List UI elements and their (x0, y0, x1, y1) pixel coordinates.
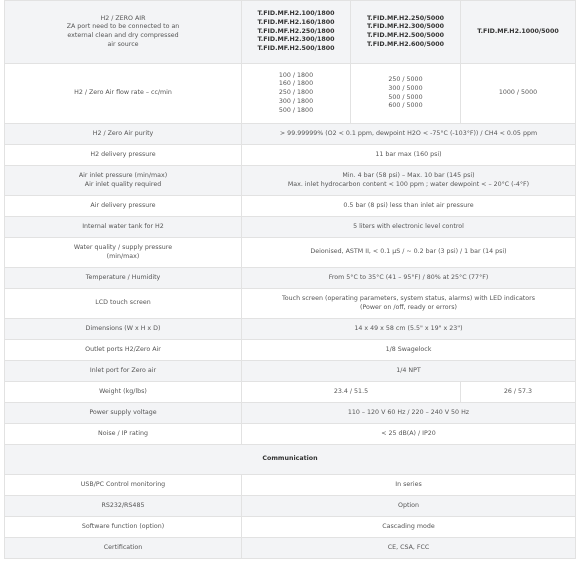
row-label: Software function (option) (5, 517, 242, 538)
row-label: H2 / Zero Air flow rate – cc/min (5, 64, 242, 124)
table-row (5, 268, 576, 289)
row-value: In series (242, 475, 576, 496)
table-row (5, 382, 576, 403)
flow-column-1: 100 / 1800 160 / 1800 250 / 1800 300 / 1800 500 / 1800 (242, 64, 351, 124)
row-label: Outlet ports H2/Zero Air (5, 340, 242, 361)
row-label: H2 / Zero Air purity (5, 124, 242, 145)
table-row (5, 424, 576, 445)
row-label: Power supply voltage (5, 403, 242, 424)
table-row (5, 538, 576, 559)
row-value: Deionised, ASTM II, < 0.1 µS / ~ 0.2 bar (3 psi) / 1 bar (14 psi) (242, 238, 576, 268)
row-label: Weight (kg/lbs) (5, 382, 242, 403)
table-row (5, 1, 576, 64)
row-value: 5 liters with electronic level control (242, 217, 576, 238)
row-value: CE, CSA, FCC (242, 538, 576, 559)
row-value: 11 bar max (160 psi) (242, 145, 576, 166)
row-value: Min. 4 bar (58 psi) – Max. 10 bar (145 psi) Max. inlet hydrocarbon content < 100 ppm ; water dewpoint < – 20°C (-4°F) (242, 166, 576, 196)
row-label: RS232/RS485 (5, 496, 242, 517)
row-label: Noise / IP rating (5, 424, 242, 445)
model-column-2: T.FID.MF.H2.250/5000 T.FID.MF.H2.300/5000 T.FID.MF.H2.500/5000 T.FID.MF.H2.600/5000 (351, 1, 461, 64)
table-row (5, 64, 576, 124)
row-value: 1/4 NPT (242, 361, 576, 382)
table-row (5, 340, 576, 361)
row-label: Certification (5, 538, 242, 559)
row-value: Cascading mode (242, 517, 576, 538)
table-row (5, 361, 576, 382)
header-label-cell: H2 / ZERO AIR ZA port need to be connected to an external clean and dry compressed air source (5, 1, 242, 64)
table-row (5, 238, 576, 268)
row-label: Dimensions (W x H x D) (5, 319, 242, 340)
weight-value-2: 26 / 57.3 (461, 382, 576, 403)
table-row (5, 289, 576, 319)
row-value: Touch screen (operating parameters, system status, alarms) with LED indicators (Power on /off, ready or errors) (242, 289, 576, 319)
model-column-1: T.FID.MF.H2.100/1800 T.FID.MF.H2.160/1800 T.FID.MF.H2.250/1800 T.FID.MF.H2.300/1800 T.FID.MF.H2.500/1800 (242, 1, 351, 64)
row-value: 14 x 49 x 58 cm (5.5" x 19" x 23") (242, 319, 576, 340)
row-label: Temperature / Humidity (5, 268, 242, 289)
row-value: 0.5 bar (8 psi) less than inlet air pressure (242, 196, 576, 217)
row-label: Inlet port for Zero air (5, 361, 242, 382)
table-row (5, 166, 576, 196)
row-label: LCD touch screen (5, 289, 242, 319)
table-row (5, 445, 576, 475)
row-value: > 99.99999% (O2 < 0.1 ppm, dewpoint H2O < -75°C (-103°F)) / CH4 < 0.05 ppm (242, 124, 576, 145)
row-label: Air inlet pressure (min/max) Air inlet quality required (5, 166, 242, 196)
row-value: Option (242, 496, 576, 517)
table-row (5, 196, 576, 217)
row-value: < 25 dB(A) / IP20 (242, 424, 576, 445)
table-row (5, 217, 576, 238)
flow-column-2: 250 / 5000 300 / 5000 500 / 5000 600 / 5000 (351, 64, 461, 124)
table-row (5, 496, 576, 517)
table-row (5, 475, 576, 496)
row-label: Water quality / supply pressure (min/max) (5, 238, 242, 268)
table-row (5, 145, 576, 166)
row-value: From 5°C to 35°C (41 – 95°F) / 80% at 25°C (77°F) (242, 268, 576, 289)
row-label: H2 delivery pressure (5, 145, 242, 166)
row-label: Air delivery pressure (5, 196, 242, 217)
row-label: USB/PC Control monitoring (5, 475, 242, 496)
flow-column-3: 1000 / 5000 (461, 64, 576, 124)
row-value: 1/8 Swagelock (242, 340, 576, 361)
table-row (5, 319, 576, 340)
table-row (5, 517, 576, 538)
specification-table (4, 0, 576, 559)
model-column-3: T.FID.MF.H2.1000/5000 (461, 1, 576, 64)
row-value: 110 – 120 V 60 Hz / 220 – 240 V 50 Hz (242, 403, 576, 424)
row-label: Internal water tank for H2 (5, 217, 242, 238)
table-row (5, 124, 576, 145)
weight-value-1: 23.4 / 51.5 (242, 382, 461, 403)
section-title: Communication (5, 445, 576, 475)
table-row (5, 403, 576, 424)
